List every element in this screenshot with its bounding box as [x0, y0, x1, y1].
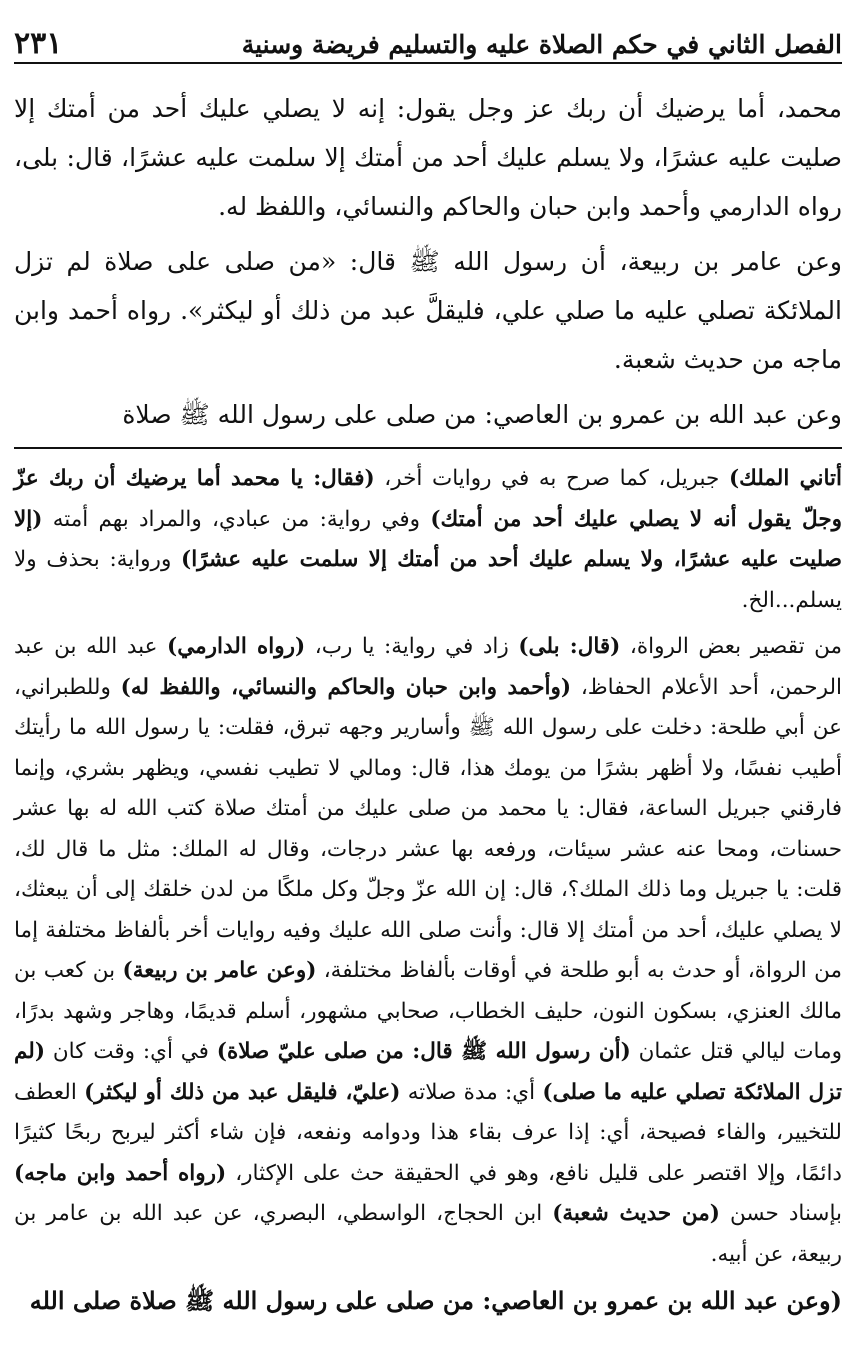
page-header — [14, 0, 842, 64]
quoted-text: (رواه الدارمي) — [167, 634, 306, 659]
commentary-text: جبريل، كما صرح به في روايات أخر، — [374, 466, 729, 491]
commentary-text: ابن الحجاج، الواسطي، البصري، عن عبد الله بن عامر بن ربيعة، عن أبيه. — [14, 1201, 842, 1267]
running-title: الفصل الثاني في حكم الصلاة عليه والتسليم فريضة وسنية — [241, 30, 842, 59]
main-paragraph: وعن عامر بن ربيعة، أن رسول الله ﷺ قال: «من صلى على صلاة لم تزل الملائكة تصلي عليه ما صلي علي، فليقلَّ عبد من ذلك أو ليكثر». رواه أحمد وابن ماجه من حديث شعبة. — [14, 247, 842, 374]
commentary-text: في أي: وقت كان — [45, 1039, 217, 1064]
main-text — [14, 84, 842, 439]
quoted-text: (قال: بلى) — [518, 634, 621, 659]
quoted-text: (إلا صليت عليه عشرًا، ولا يسلم عليك أحد من أمتك إلا سلمت عليه عشرًا) — [14, 506, 842, 572]
quoted-text: (فقال: يا محمد أما يرضيك أن ربك عزّ وجلّ يقول أنه لا يصلي عليك أحد من أمتك) — [14, 466, 842, 532]
commentary-text: بإسناد حسن — [719, 1201, 842, 1226]
page-number: ٢٣١ — [14, 26, 63, 61]
quoted-text: (لم تزل الملائكة تصلي عليه ما صلى) — [14, 1039, 843, 1105]
quoted-text: أتاني الملك) — [728, 466, 842, 491]
quoted-text: (أن رسول الله ﷺ قال: من صلى عليّ صلاة) — [216, 1039, 631, 1064]
quoted-text: (وأحمد وابن حبان والحاكم والنسائي، واللفظ له) — [120, 674, 572, 700]
commentary-text: العطف للتخيير، والفاء فصيحة، أي: إذا عرف بقاء هذا ودوامه ونفعه، فإن شاء أكثر ليربح ربحًا كثيرًا دائمًا، وإلا اقتصر على قليل نافع، وهو في الحقيقة حث على الإكثار، — [14, 1079, 842, 1186]
final-line: (وعن عبد الله بن عمرو بن العاصي: من صلى على رسول الله ﷺ صلاة صلى الله — [29, 1286, 842, 1315]
main-paragraph: وعن عبد الله بن عمرو بن العاصي: من صلى على رسول الله ﷺ صلاة — [122, 400, 842, 429]
commentary-text: وفي رواية: من عبادي، والمراد بهم أمته — [42, 506, 431, 532]
commentary-paragraph — [14, 627, 842, 1275]
commentary-paragraph — [14, 459, 842, 621]
commentary — [14, 459, 842, 1322]
main-paragraph: محمد، أما يرضيك أن ربك عز وجل يقول: إنه لا يصلي عليك أحد من أمتك إلا صليت عليه عشرًا، ولا يسلم عليك أحد من أمتك إلا سلمت عليه عشرًا، قال: بلى، رواه الدارمي وأحمد وابن حبان والحاكم والنسائي، واللفظ له. — [14, 94, 842, 221]
commentary-text: من تقصير بعض الرواة، — [620, 634, 843, 659]
quoted-text: (عليّ، فليقل عبد من ذلك أو ليكثر) — [84, 1079, 401, 1105]
commentary-text: وللطبراني، عن أبي طلحة: دخلت على رسول الله ﷺ وأسارير وجهه تبرق، فقلت: يا رسول الله ما رأيتك أطيب نفسًا، ولا أظهر بشرًا من يومك هذا، قال: ومالي لا تطيب نفسي، ويظهر بشري، وإنما فارقني جبريل الساعة، فقال: يا محمد من صلى عليك من أمتك صلاة كتب الله له بها عشر حسنات، ومحا عنه عشر سيئات، ورفعه بها عشر درجات، وقال له الملك: مثل ما قال لك، قلت: يا جبريل وما ذلك الملك؟، قال: إن الله عزّ وجلّ وكل ملكًا من لدن خلقك إلى أن يبعثك، لا يصلي عليك، أحد من أمتك إلا قال: وأنت صلى الله عليك وفيه روايات أخر بألفاظ مختلفة إما من الرواة، أو حدث به أبو طلحة في أوقات بألفاظ مختلفة، — [14, 674, 842, 983]
quoted-text: (من حديث شعبة) — [552, 1201, 720, 1226]
quoted-text: (وعن عامر بن ربيعة) — [122, 958, 317, 983]
section-divider — [14, 447, 842, 449]
quoted-text: (رواه أحمد وابن ماجه) — [14, 1160, 227, 1186]
commentary-text: بن كعب بن مالك العنزي، بسكون النون، حليف الخطاب، صحابي مشهور، أسلم قديمًا، وهاجر وشهد بدرًا، ومات ليالي قتل عثمان — [14, 958, 842, 1064]
commentary-text: زاد في رواية: يا رب، — [305, 634, 519, 659]
commentary-text: ورواية: بحذف ولا يسلم...الخ. — [14, 547, 842, 613]
commentary-text: أي: مدة صلاته — [400, 1079, 543, 1105]
commentary-text: عبد الله بن عبد الرحمن، أحد الأعلام الحفاظ، — [14, 634, 842, 700]
